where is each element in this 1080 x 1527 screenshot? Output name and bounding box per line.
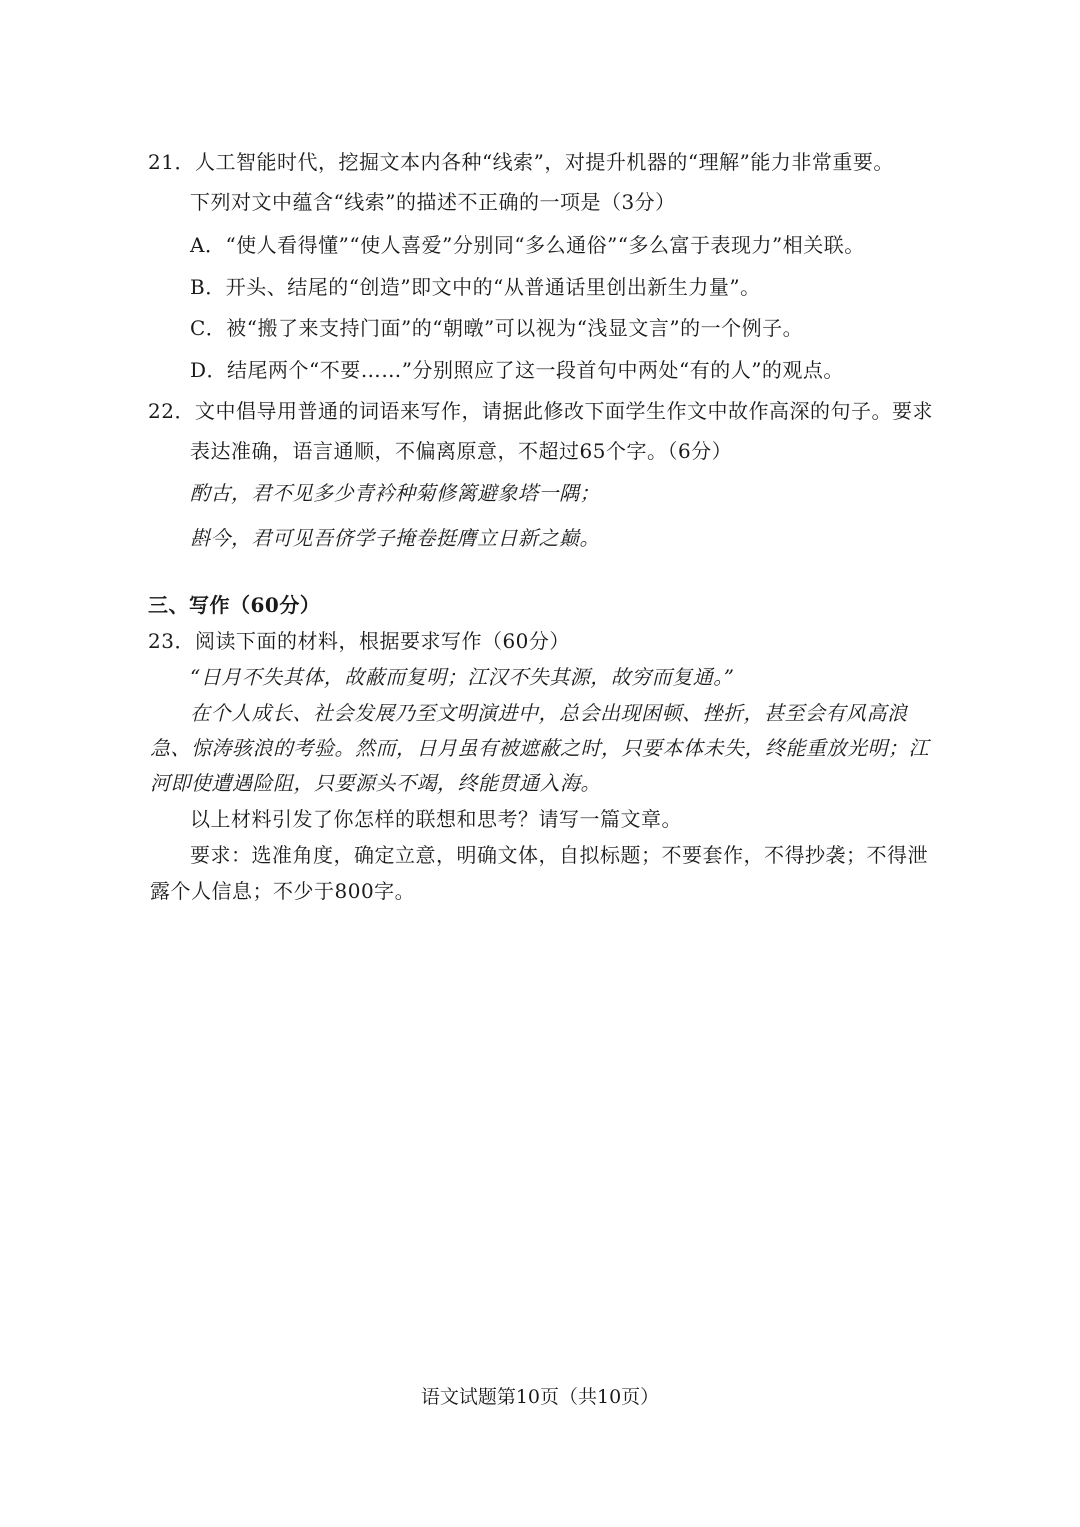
q23-prompt: 以上材料引发了你怎样的联想和思考？请写一篇文章。: [190, 807, 682, 831]
q23-quote: “日月不失其体，故蔽而复明；江汉不失其源，故穷而复通。”: [190, 665, 735, 689]
q22-sentence-1: 酌古，君不见多少青衿种菊修篱避象塔一隅；: [190, 481, 600, 505]
q21-option-b: B．开头、结尾的“创造”即文中的“从普通话里创出新生力量”。: [190, 275, 761, 299]
q23-stem: 23．阅读下面的材料，根据要求写作（60分）: [148, 629, 570, 653]
q22-stem-line2: 表达准确，语言通顺，不偏离原意，不超过65个字。（6分）: [190, 439, 733, 463]
q23-material-line1: 在个人成长、社会发展乃至文明演进中，总会出现困顿、挫折，甚至会有风高浪: [190, 701, 908, 725]
q22-sentence-2: 斟今，君可见吾侪学子掩卷挺膺立日新之巅。: [190, 526, 600, 550]
section-3-heading: 三、写作（60分）: [148, 593, 321, 617]
q23-material-line3: 河即使遭遇险阻，只要源头不竭，终能贯通入海。: [150, 771, 601, 795]
q21-stem-line1: 21．人工智能时代，挖掘文本内各种“线索”，对提升机器的“理解”能力非常重要。: [148, 150, 894, 174]
q21-option-c: C．被“搬了来支持门面”的“朝暾”可以视为“浅显文言”的一个例子。: [190, 316, 804, 340]
q21-option-a: A．“使人看得懂”“使人喜爱”分别同“多么通俗”“多么富于表现力”相关联。: [190, 233, 865, 257]
q23-material-line2: 急、惊涛骇浪的考验。然而，日月虽有被遮蔽之时，只要本体未失，终能重放光明；江: [150, 736, 929, 760]
q22-stem-line1: 22．文中倡导用普通的词语来写作，请据此修改下面学生作文中故作高深的句子。要求: [148, 399, 933, 423]
q21-option-d: D．结尾两个“不要……”分别照应了这一段首句中两处“有的人”的观点。: [190, 358, 844, 382]
page-footer: 语文试题第10页（共10页）: [420, 1386, 660, 1408]
q23-requirements-line1: 要求：选准角度，确定立意，明确文体，自拟标题；不要套作，不得抄袭；不得泄: [190, 843, 928, 867]
q21-stem-line2: 下列对文中蕴含“线索”的描述不正确的一项是（3分）: [190, 190, 676, 214]
q23-requirements-line2: 露个人信息；不少于800字。: [150, 879, 416, 903]
